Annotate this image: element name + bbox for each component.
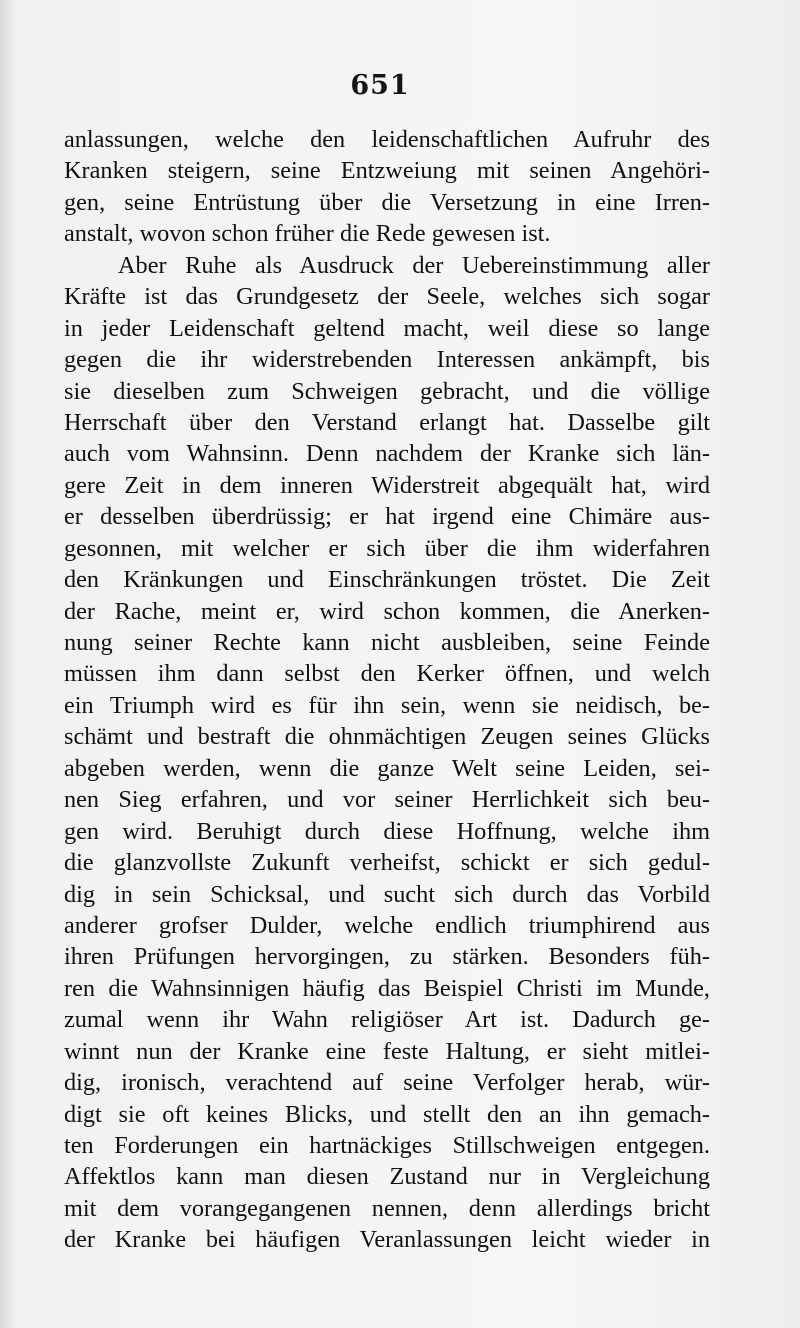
text-line: in jeder Leidenschaft geltend macht, weil diese so lange	[64, 314, 710, 342]
text-line: Herrschaft über den Verstand erlangt hat. Dasselbe gilt	[64, 408, 710, 436]
text-line: anderer grofser Dulder, welche endlich triumphirend aus	[64, 911, 710, 939]
text-line: anlassungen, welche den leidenschaftlichen Aufruhr des	[64, 126, 710, 153]
text-line: ren die Wahnsinnigen häufig das Beispiel Christi im Munde,	[64, 974, 710, 1002]
text-line: zumal wenn ihr Wahn religiöser Art ist. Dadurch ge-	[64, 1006, 710, 1034]
text-line: Affektlos kann man diesen Zustand nur in Vergleichung	[64, 1163, 710, 1191]
text-line: er desselben überdrüssig; er hat irgend eine Chimäre aus-	[64, 503, 710, 531]
paragraph-first-line: Aber Ruhe als Ausdruck der Uebereinstimmung aller	[118, 251, 710, 279]
text-line: den Kränkungen und Einschränkungen tröstet. Die Zeit	[64, 566, 710, 594]
text-line: nung seiner Rechte kann nicht ausbleiben, seine Feinde	[64, 629, 710, 656]
body-text	[64, 124, 710, 1256]
text-line: schämt und bestraft die ohnmächtigen Zeugen seines Glücks	[64, 723, 710, 751]
text-line: nen Sieg erfahren, und vor seiner Herrlichkeit sich beu-	[64, 786, 710, 814]
text-line: ein Triumph wird es für ihn sein, wenn sie neidisch, be-	[64, 691, 710, 719]
text-line: müssen ihm dann selbst den Kerker öffnen, und welch	[64, 660, 710, 688]
text-line: auch vom Wahnsinn. Denn nachdem der Kranke sich län-	[64, 440, 710, 468]
text-line: gen wird. Beruhigt durch diese Hoffnung, welche ihm	[64, 817, 710, 845]
text-line: abgeben werden, wenn die ganze Welt seine Leiden, sei-	[64, 754, 710, 782]
text-line: gegen die ihr widerstrebenden Interessen ankämpft, bis	[64, 346, 710, 374]
page-number: 651	[350, 70, 410, 101]
text-line: ten Forderungen ein hartnäckiges Stillschweigen entgegen.	[64, 1132, 710, 1159]
text-line: anstalt, wovon schon früher die Rede gewesen ist.	[64, 220, 551, 248]
text-line: gen, seine Entrüstung über die Versetzung in eine Irren-	[64, 188, 710, 216]
text-line: ihren Prüfungen hervorgingen, zu stärken. Besonders füh-	[64, 943, 710, 971]
text-line: dig in sein Schicksal, und sucht sich durch das Vorbild	[64, 880, 710, 908]
text-line: sie dieselben zum Schweigen gebracht, und die völlige	[64, 377, 710, 405]
text-line: gesonnen, mit welcher er sich über die ihm widerfahren	[64, 534, 710, 562]
text-line: die glanzvollste Zukunft verheifst, schickt er sich gedul-	[64, 849, 710, 877]
text-line: der Rache, meint er, wird schon kommen, die Anerken-	[64, 597, 710, 625]
text-line: digt sie oft keines Blicks, und stellt den an ihn gemach-	[64, 1100, 710, 1128]
text-line: der Kranke bei häufigen Veranlassungen leicht wieder in	[64, 1226, 710, 1254]
text-line: Kranken steigern, seine Entzweiung mit seinen Angehöri-	[64, 157, 710, 185]
text-line: winnt nun der Kranke eine feste Haltung, er sieht mitlei-	[64, 1037, 710, 1065]
text-line: mit dem vorangegangenen nennen, denn allerdings bricht	[64, 1194, 710, 1222]
text-line: gere Zeit in dem inneren Widerstreit abgequält hat, wird	[64, 471, 710, 499]
text-line: dig, ironisch, verachtend auf seine Verfolger herab, wür-	[64, 1069, 710, 1097]
text-line: Kräfte ist das Grundgesetz der Seele, welches sich sogar	[64, 283, 710, 311]
